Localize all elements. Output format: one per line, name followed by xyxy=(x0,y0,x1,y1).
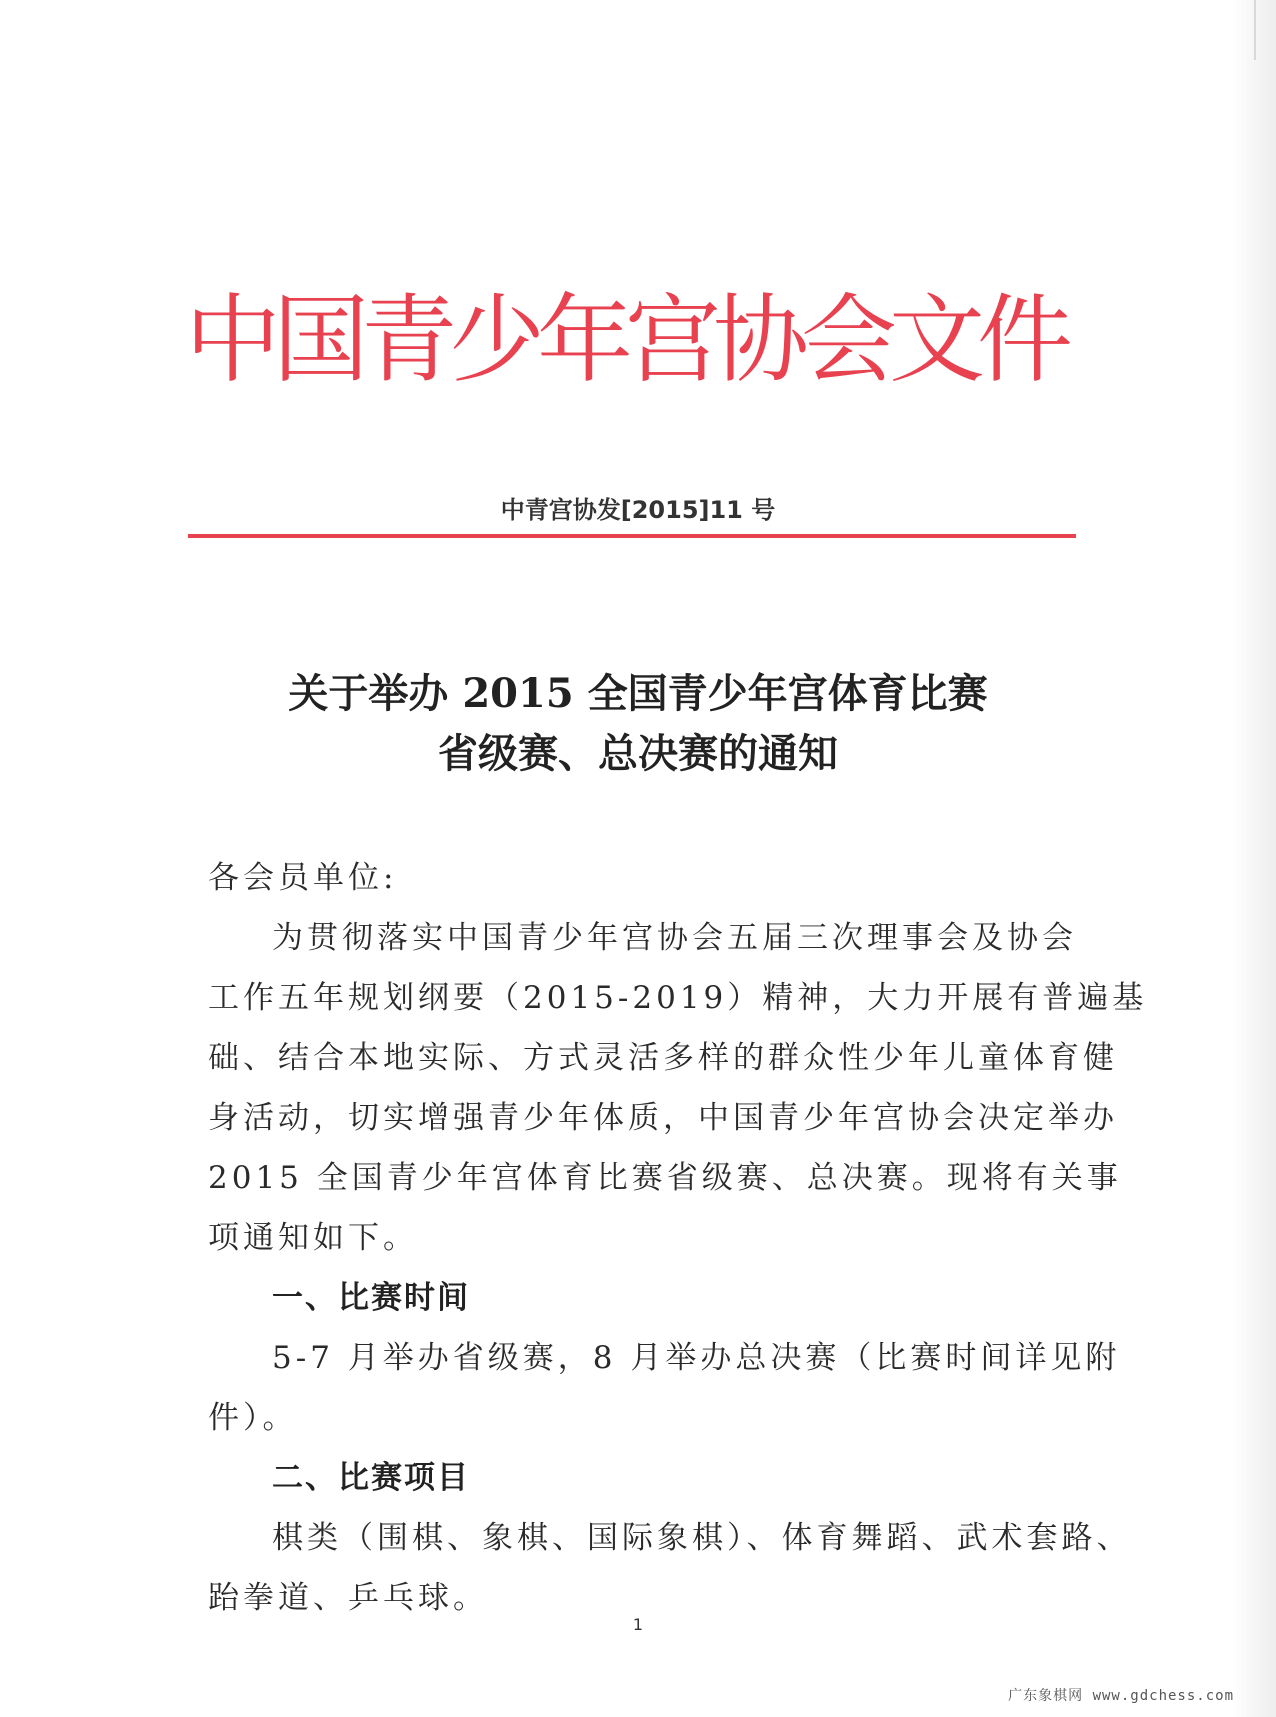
masthead-char: 年 xyxy=(537,284,633,396)
scan-edge-shadow xyxy=(1232,0,1276,1717)
intro-line: 项通知如下。 xyxy=(208,1220,418,1256)
intro-line: 身活动，切实增强青少年体质，中国青少年宫协会决定举办 xyxy=(208,1100,1118,1136)
red-divider xyxy=(188,534,1076,538)
page-number: 1 xyxy=(632,1615,644,1634)
section-heading-time: 一、比赛时间 xyxy=(272,1280,470,1316)
masthead-title xyxy=(185,284,1073,396)
intro-line: 为贯彻落实中国青少年宫协会五届三次理事会及协会 xyxy=(272,920,1077,956)
intro-line: 础、结合本地实际、方式灵活多样的群众性少年儿童体育健 xyxy=(208,1040,1118,1076)
intro-line: 工作五年规划纲要（2015-2019）精神，大力开展有普遍基 xyxy=(208,980,1148,1016)
document-title-line-2: 省级赛、总决赛的通知 xyxy=(438,730,838,777)
masthead-char: 宫 xyxy=(625,284,721,396)
document-number: 中青宫协发[2015]11 号 xyxy=(500,496,776,524)
masthead-char: 会 xyxy=(801,284,897,396)
masthead-char: 件 xyxy=(977,284,1073,396)
masthead-char: 青 xyxy=(361,284,457,396)
section-events-line: 跆拳道、乒乓球。 xyxy=(208,1580,488,1616)
section-events-line: 棋类（围棋、象棋、国际象棋）、体育舞蹈、武术套路、 xyxy=(272,1520,1132,1556)
masthead-char: 国 xyxy=(273,284,369,396)
masthead-char: 中 xyxy=(185,284,281,396)
section-time-line: 件）。 xyxy=(208,1400,298,1436)
section-time-line: 5-7 月举办省级赛，8 月举办总决赛（比赛时间详见附 xyxy=(272,1340,1121,1376)
scan-edge-mark xyxy=(1254,0,1256,60)
masthead-char: 少 xyxy=(449,284,545,396)
section-heading-events: 二、比赛项目 xyxy=(272,1460,470,1496)
masthead-char: 协 xyxy=(713,284,809,396)
intro-line: 2015 全国青少年宫体育比赛省级赛、总决赛。现将有关事 xyxy=(208,1160,1122,1196)
masthead-char: 文 xyxy=(889,284,985,396)
salutation: 各会员单位: xyxy=(208,860,398,896)
document-title-line-1: 关于举办 2015 全国青少年宫体育比赛 xyxy=(288,670,988,717)
site-watermark: 广东象棋网 www.gdchess.com xyxy=(1008,1688,1234,1704)
